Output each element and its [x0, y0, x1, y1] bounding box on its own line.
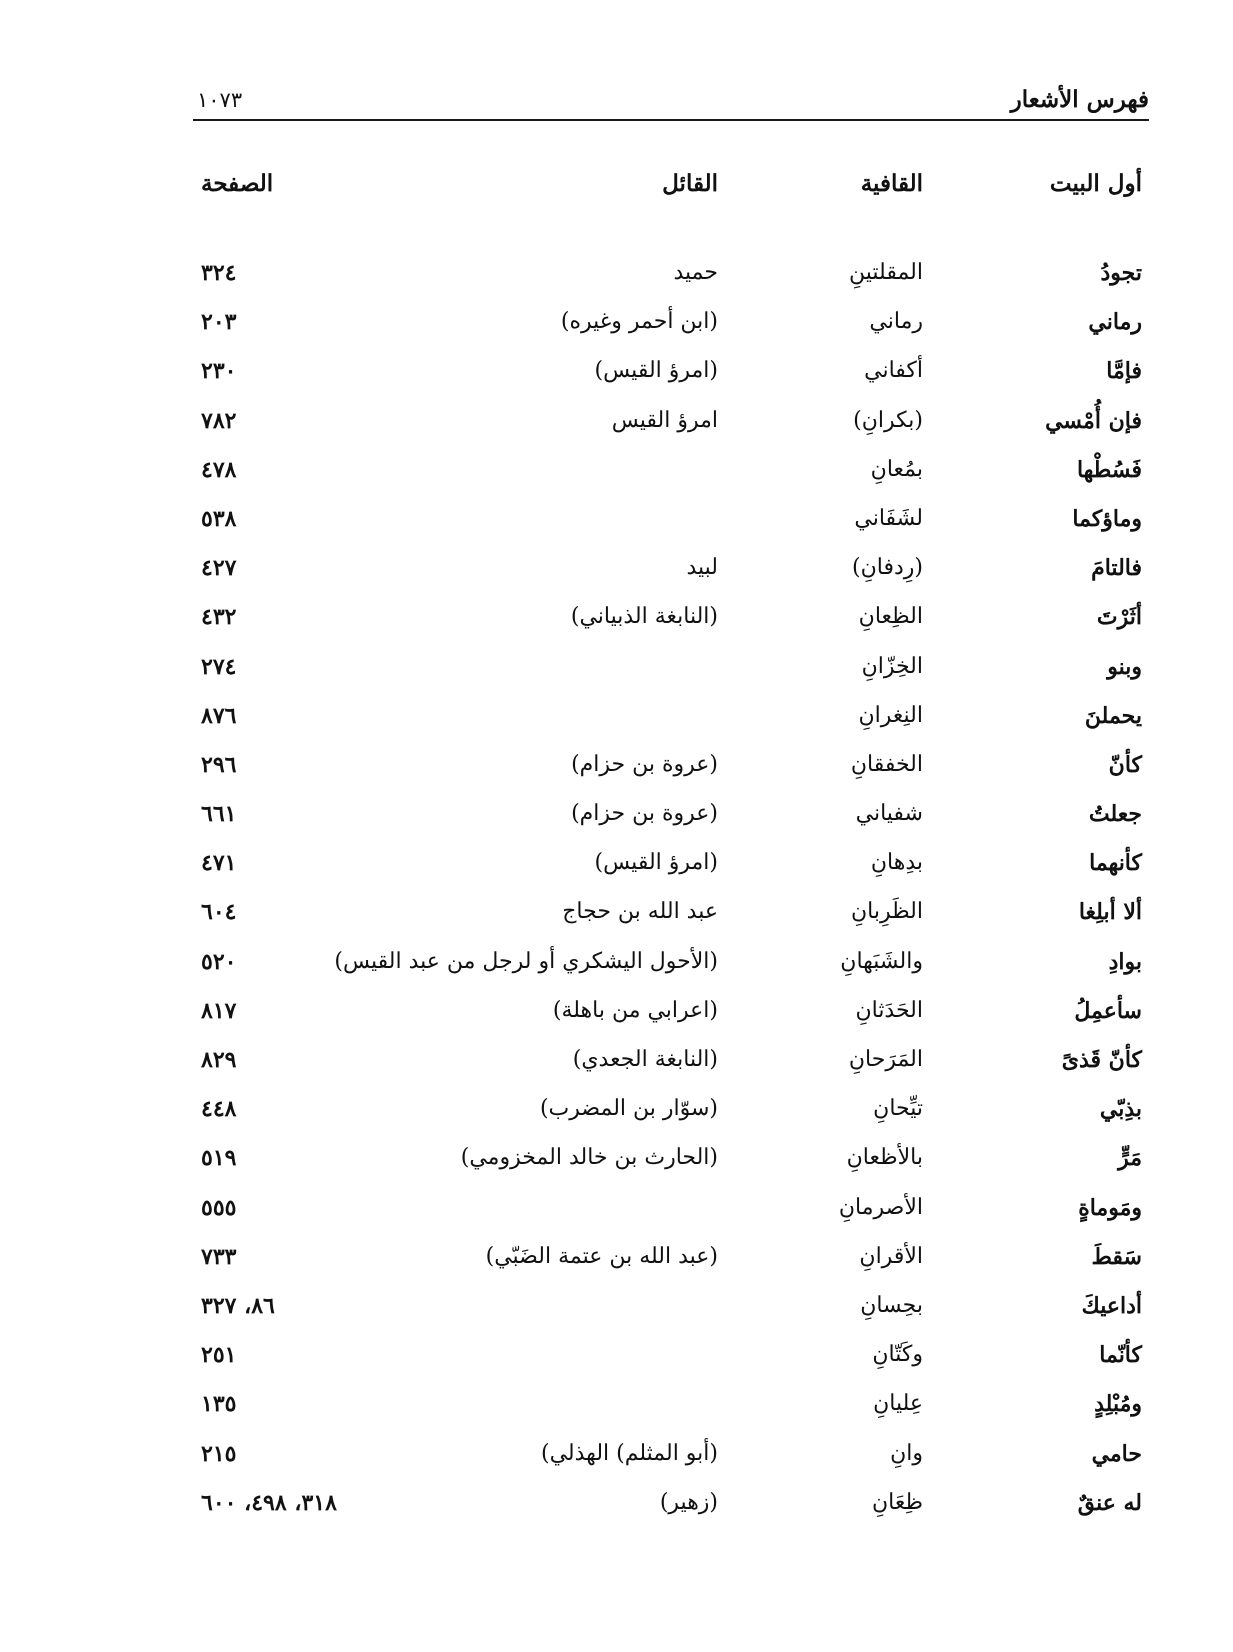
- table-row: [0, 356, 1233, 405]
- table-row: [0, 1389, 1233, 1438]
- column-header-page: الصفحة: [201, 170, 274, 197]
- header-rule: [193, 119, 1149, 121]
- column-header-beit: أول البيت: [1049, 170, 1142, 197]
- table-row: [0, 258, 1233, 307]
- cell-qail: (امرؤ القيس): [594, 358, 718, 384]
- poetry-index-table: [0, 258, 1233, 1537]
- table-row: [0, 1193, 1233, 1242]
- cell-qafia: الخِزّانِ: [861, 653, 923, 679]
- cell-qail: عبد الله بن حجاج: [562, 899, 718, 925]
- cell-beit: فَسُطْها: [1076, 456, 1142, 483]
- cell-beit: يحملنَ: [1084, 702, 1142, 729]
- cell-page: ٥٥٥: [201, 1194, 237, 1221]
- cell-qafia: المقلتينِ: [849, 260, 923, 285]
- table-row: [0, 1340, 1233, 1389]
- table-row: [0, 1291, 1233, 1340]
- cell-page: ٢٣٠: [201, 358, 237, 385]
- cell-qafia: لشَفَاني: [854, 505, 923, 531]
- cell-qail: (عبد الله بن عتمة الضَبّي): [485, 1243, 718, 1269]
- cell-qafia: ظِعَانِ: [872, 1489, 923, 1515]
- cell-qafia: الظِعانِ: [858, 604, 923, 630]
- table-row: [0, 1094, 1233, 1143]
- cell-beit: سأعمِلُ: [1074, 997, 1142, 1024]
- cell-page: ٧٣٣: [201, 1243, 237, 1270]
- cell-page: ٤٧١: [201, 850, 237, 877]
- cell-beit: حامي: [1091, 1440, 1142, 1467]
- cell-page: ٤٢٧: [201, 555, 237, 582]
- cell-page: ٣٢٤: [201, 260, 237, 286]
- table-row: [0, 701, 1233, 750]
- cell-qail: (الحارث بن خالد المخزومي): [460, 1145, 718, 1171]
- cell-beit: فإن أُمْسي: [1045, 407, 1142, 434]
- cell-page: ٢٩٦: [201, 751, 237, 778]
- cell-qail: امرؤ القيس: [611, 407, 718, 433]
- cell-qafia: (بكرانِ): [853, 407, 923, 433]
- cell-beit: بذِبّي: [1099, 1096, 1142, 1123]
- cell-page: ٨١٧: [201, 997, 237, 1024]
- cell-qafia: بحِسانِ: [860, 1292, 923, 1318]
- table-row: [0, 848, 1233, 897]
- cell-qafia: أكفاني: [864, 358, 923, 384]
- table-row: [0, 1045, 1233, 1094]
- table-row: [0, 307, 1233, 356]
- cell-beit: كأنهما: [1089, 850, 1142, 877]
- cell-page: ٢٠٣: [201, 309, 237, 336]
- cell-qail: (زهير): [659, 1489, 718, 1515]
- column-header-qail: القائل: [662, 170, 718, 197]
- cell-qafia: الأصرمانِ: [838, 1194, 923, 1220]
- cell-beit: وبنو: [1107, 653, 1142, 680]
- cell-qafia: عِليانِ: [873, 1391, 923, 1417]
- table-row: [0, 553, 1233, 602]
- cell-page: ٦٦١: [201, 801, 237, 828]
- cell-beit: رماني: [1088, 309, 1142, 336]
- cell-qail: (سوّار بن المضرب): [539, 1096, 718, 1122]
- cell-beit: جعلتُ: [1088, 801, 1142, 828]
- cell-qafia: الحَدَثانِ: [855, 997, 923, 1023]
- cell-page: ٨٧٦: [201, 702, 237, 729]
- cell-beit: ألا أبلِغا: [1078, 899, 1142, 926]
- cell-page: ٧٨٢: [201, 407, 237, 434]
- cell-qail: (عروة بن حزام): [571, 801, 718, 827]
- table-row: [0, 750, 1233, 799]
- table-row: [0, 652, 1233, 701]
- cell-qafia: الخفقانِ: [850, 751, 923, 777]
- cell-page: ٢١٥: [201, 1440, 237, 1467]
- column-headers: [0, 170, 1233, 210]
- table-row: [0, 455, 1233, 504]
- cell-beit: سَقطَ: [1091, 1243, 1142, 1270]
- cell-beit: مَرٍّ: [1118, 1145, 1142, 1172]
- table-row: [0, 799, 1233, 848]
- cell-qafia: شفياني: [855, 801, 923, 827]
- cell-qail: (أبو المثلم) الهذلي): [541, 1440, 718, 1466]
- cell-beit: فالتامَ: [1091, 555, 1142, 582]
- cell-qail: حميد: [673, 260, 718, 285]
- cell-qail: (النابغة الجعدي): [572, 1047, 718, 1072]
- cell-qafia: الظَرِبانِ: [851, 899, 923, 925]
- cell-qafia: والشَبَهانِ: [840, 948, 923, 974]
- cell-beit: كأنّما: [1099, 1342, 1142, 1369]
- cell-page: ٥١٩: [201, 1145, 237, 1172]
- cell-page: ٦٠٤: [201, 899, 237, 926]
- table-row: [0, 897, 1233, 946]
- cell-qail: (النابغة الذبياني): [570, 604, 718, 630]
- table-row: [0, 1143, 1233, 1192]
- column-header-qafia: القافية: [860, 170, 923, 197]
- cell-qafia: وكَتّانِ: [872, 1342, 923, 1368]
- cell-beit: ومَوماةٍ: [1078, 1194, 1142, 1221]
- cell-qafia: (رِدفانِ): [852, 555, 923, 581]
- cell-qafia: وانِ: [890, 1440, 923, 1466]
- cell-beit: أثَرْتَ: [1096, 604, 1142, 631]
- cell-qail: (عروة بن حزام): [571, 751, 718, 777]
- cell-beit: ومُبْلِدٍ: [1094, 1391, 1142, 1418]
- cell-qail: (اعرابي من باهلة): [552, 997, 718, 1023]
- cell-beit: بوادِ: [1108, 948, 1142, 975]
- table-row: [0, 1439, 1233, 1488]
- cell-qail: (امرؤ القيس): [594, 850, 718, 876]
- cell-beit: أداعيكَ: [1081, 1292, 1142, 1319]
- cell-beit: تجودُ: [1100, 260, 1142, 286]
- cell-qail: لبيد: [686, 555, 718, 581]
- cell-page: ٣١٨، ٤٩٨، ٦٠٠: [201, 1489, 337, 1516]
- cell-qail: (ابن أحمر وغيره): [560, 309, 718, 335]
- cell-qafia: بدِهانِ: [870, 850, 923, 876]
- cell-qafia: رماني: [869, 309, 923, 335]
- cell-qail: (الأحول اليشكري أو لرجل من عبد القيس): [334, 948, 718, 974]
- table-row: [0, 1242, 1233, 1291]
- cell-page: ٥٢٠: [201, 948, 237, 975]
- cell-beit: وماؤكما: [1072, 505, 1142, 532]
- table-row: [0, 504, 1233, 553]
- cell-page: ٤٤٨: [201, 1096, 237, 1123]
- cell-qafia: النِغرانِ: [858, 702, 923, 728]
- cell-page: ١٣٥: [201, 1391, 237, 1418]
- table-row: [0, 406, 1233, 455]
- cell-page: ٨٢٩: [201, 1047, 237, 1073]
- cell-qafia: بالأظعانِ: [846, 1145, 923, 1171]
- cell-page: ٨٦، ٣٢٧: [201, 1292, 275, 1319]
- cell-page: ٥٣٨: [201, 505, 237, 532]
- table-row: [0, 996, 1233, 1045]
- cell-qafia: تيِّحانِ: [873, 1096, 923, 1122]
- cell-qafia: المَرَحانِ: [848, 1047, 923, 1072]
- cell-beit: له عنقٌ: [1077, 1489, 1142, 1516]
- cell-qafia: بمُعانِ: [870, 456, 923, 482]
- cell-page: ٤٧٨: [201, 456, 237, 483]
- running-head-title: فهرس الأشعار: [1010, 86, 1149, 113]
- table-row: [0, 602, 1233, 651]
- cell-beit: فإمَّا: [1106, 358, 1142, 385]
- table-row: [0, 947, 1233, 996]
- cell-qafia: الأقرانِ: [859, 1243, 923, 1269]
- cell-beit: كأنّ قَذىً: [1061, 1047, 1142, 1073]
- table-row: [0, 1488, 1233, 1537]
- cell-page: ٤٣٢: [201, 604, 237, 631]
- cell-beit: كأنّ: [1108, 751, 1142, 778]
- cell-page: ٢٧٤: [201, 653, 237, 680]
- cell-page: ٢٥١: [201, 1342, 237, 1369]
- running-head-page-number: ١٠٧٣: [197, 88, 243, 112]
- running-head: [193, 86, 1149, 120]
